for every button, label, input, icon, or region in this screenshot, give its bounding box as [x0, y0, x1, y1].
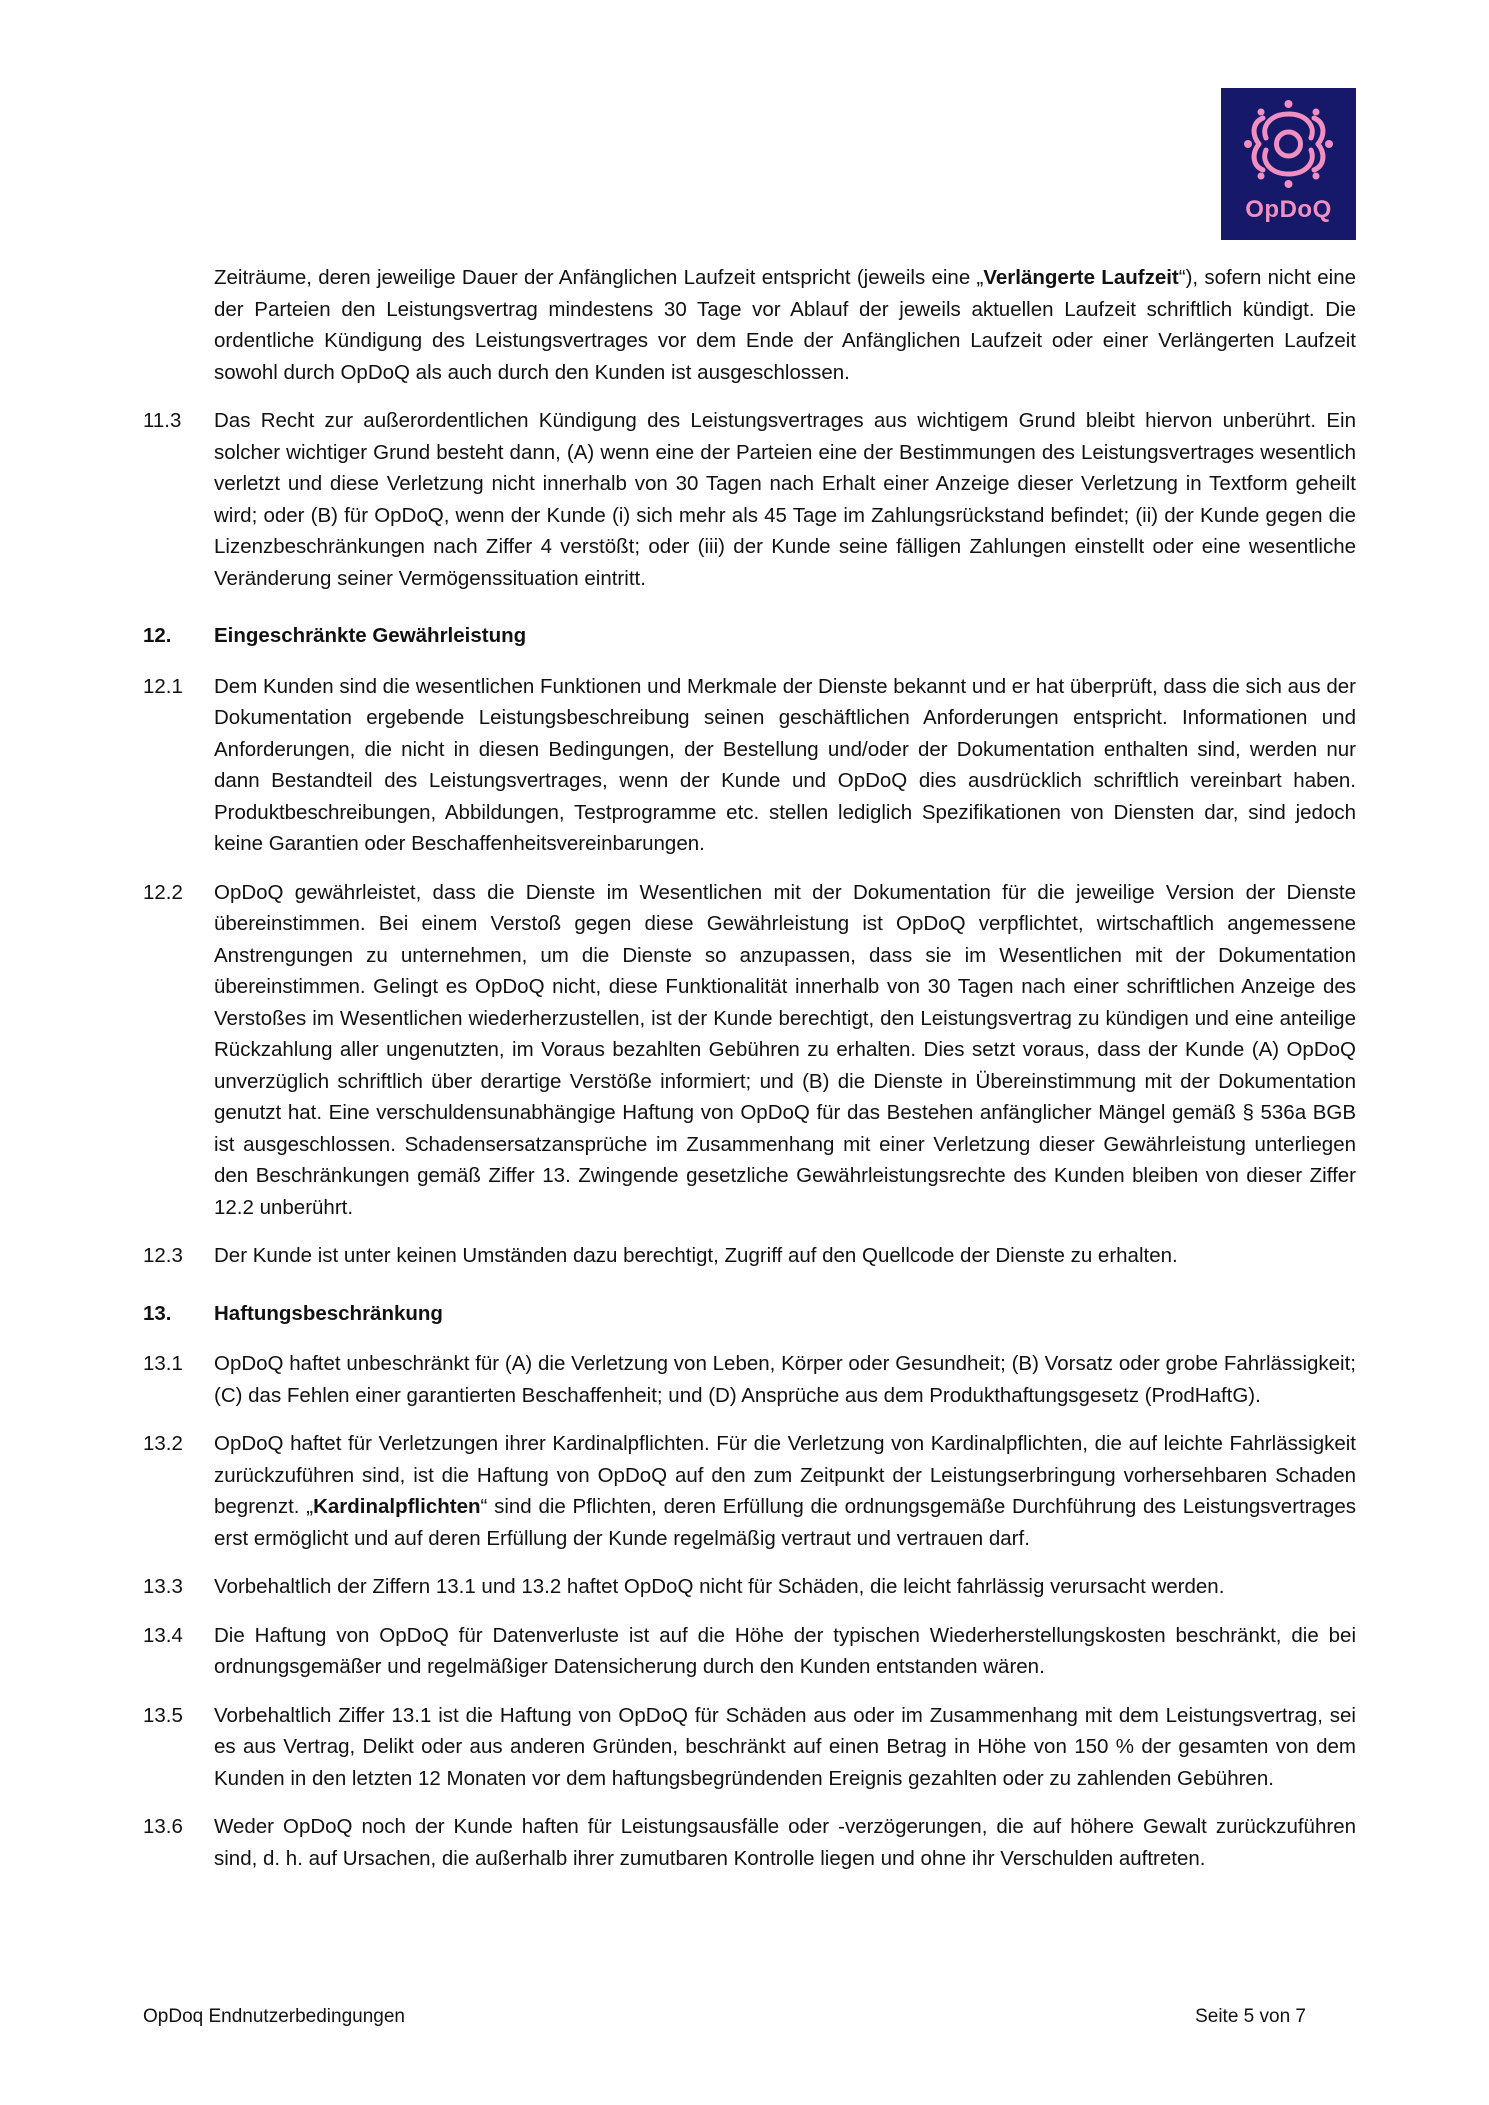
clause-text: Die Haftung von OpDoQ für Datenverluste ist auf die Höhe der typischen Wiederherstellungskosten beschränkt, die bei ordnungsgemäßer und regelmäßiger Datensicherung durch den Kunden entstanden wären. — [214, 1623, 1356, 1678]
clause-number: 11.3 — [143, 409, 182, 432]
intro-bold-term: Verlängerte Laufzeit — [983, 266, 1179, 289]
document-body — [143, 262, 1356, 1891]
clause-11-3 — [143, 405, 1356, 594]
clause-13-6 — [143, 1811, 1356, 1874]
clause-text: Vorbehaltlich Ziffer 13.1 ist die Haftung von OpDoQ für Schäden aus oder im Zusammenhang mit dem Leistungsvertrag, sei es aus Vertrag, Delikt oder aus anderen Gründen, beschränkt auf einen Betrag in Höhe von 150 % der gesamten von dem Kunden in den letzten 12 Monaten vor dem haftungsbegründenden Ereignis gezahlten oder zu zahlenden Gebühren. — [214, 1703, 1356, 1790]
clause-text: Dem Kunden sind die wesentlichen Funktionen und Merkmale der Dienste bekannt und er hat überprüft, dass die sich aus der Dokumentation ergebende Leistungsbeschreibung seinen geschäftlichen Anforderungen entspricht. Informationen und Anforderungen, die nicht in diesen Bedingungen, der Bestellung und/oder der Dokumentation enthalten sind, werden nur dann Bestandteil des Leistungsvertrages, wenn der Kunde und OpDoQ dies ausdrücklich schriftlich vereinbart haben. Produktbeschreibungen, Abbildungen, Testprogramme etc. stellen lediglich Spezifikationen von Diensten dar, sind jedoch keine Garantien oder Beschaffenheitsvereinbarungen. — [214, 674, 1356, 855]
clause-text: OpDoQ gewährleistet, dass die Dienste im Wesentlichen mit der Dokumentation für die jeweilige Version der Dienste übereinstimmen. Bei einem Verstoß gegen diese Gewährleistung ist OpDoQ verpflichtet, wirtschaftlich angemessene Anstrengungen zu unternehmen, um die Dienste so anzupassen, dass sie im Wesentlichen mit der Dokumentation übereinstimmen. Gelingt es OpDoQ nicht, diese Funktionalität innerhalb von 30 Tagen nach einer schriftlichen Anzeige des Verstoßes im Wesentlichen wiederherzustellen, ist der Kunde berechtigt, den Leistungsvertrag zu kündigen und eine anteilige Rückzahlung aller ungenutzten, im Voraus bezahlten Gebühren zu erhalten. Dies setzt voraus, dass der Kunde (A) OpDoQ unverzüglich schriftlich über derartige Verstöße informiert; und (B) die Dienste in Übereinstimmung mit der Dokumentation genutzt hat. Eine verschuldensunabhängige Haftung von OpDoQ für das Bestehen anfänglicher Mängel gemäß § 536a BGB ist ausgeschlossen. Schadensersatzansprüche im Zusammenhang mit einer Verletzung dieser Gewährleistung unterliegen den Beschränkungen gemäß Ziffer 13. Zwingende gesetzliche Gewährleistungsrechte des Kunden bleiben von dieser Ziffer 12.2 unberührt. — [214, 880, 1356, 1219]
clause-13-5 — [143, 1700, 1356, 1795]
section-title: Eingeschränkte Gewährleistung — [214, 624, 527, 647]
footer-page-number: Seite 5 von 7 — [1195, 2006, 1306, 2027]
page-footer — [143, 2006, 1306, 2028]
section-title: Haftungsbeschränkung — [214, 1301, 443, 1325]
section-number: 13. — [143, 1301, 172, 1325]
clause-text: Das Recht zur außerordentlichen Kündigung des Leistungsvertrages aus wichtigem Grund bleibt hiervon unberührt. Ein solcher wichtiger Grund besteht dann, (A) wenn eine der Parteien eine der Bestimmungen des Leistungsvertrages wesentlich verletzt und diese Verletzung nicht innerhalb von 30 Tagen nach Erhalt einer Anzeige dieser Verletzung in Textform geheilt wird; oder (B) für OpDoQ, wenn der Kunde (i) sich mehr als 45 Tage im Zahlungsrückstand befindet; (ii) der Kunde gegen die Lizenzbeschränkungen nach Ziffer 4 verstößt; oder (iii) der Kunde seine fälligen Zahlungen einstellt oder eine wesentliche Veränderung seiner Vermögenssituation eintritt. — [214, 409, 1356, 590]
clause-number: 13.2 — [143, 1432, 183, 1455]
section-13-heading — [143, 1298, 1356, 1330]
clause-number: 13.5 — [143, 1703, 183, 1727]
clause-text — [214, 1428, 1356, 1554]
clause-number: 13.4 — [143, 1623, 183, 1647]
clause-12-3 — [143, 1240, 1356, 1272]
clause-12-1 — [143, 671, 1356, 860]
logo-text: OpDoQ — [1245, 196, 1332, 223]
clause-13-1 — [143, 1348, 1356, 1411]
clause-number: 12.1 — [143, 674, 183, 698]
clause-number: 13.6 — [143, 1815, 183, 1838]
intro-text-end: “), sofern nicht eine der Parteien den Leistungsvertrag mindestens 30 Tage vor Ablauf der jeweils aktuellen Laufzeit schriftlich kündigt. Die ordentliche Kündigung des Leistungsvertrages vor dem Ende der Anfänglichen Laufzeit oder einer Verlängerten Laufzeit sowohl durch OpDoQ als auch durch den Kunden ist ausgeschlossen. — [214, 266, 1357, 384]
clause-text: Weder OpDoQ noch der Kunde haften für Leistungsausfälle oder -verzögerungen, die auf höhere Gewalt zurückzuführen sind, d. h. auf Ursachen, die außerhalb ihrer zumutbaren Kontrolle liegen und ohne ihr Verschulden auftreten. — [214, 1815, 1356, 1870]
clause-text-end: “ sind die Pflichten, deren Erfüllung die ordnungsgemäße Durchführung des Leistungsvertrages erst ermöglicht und auf deren Erfüllung der Kunde regelmäßig vertraut und vertrauen darf. — [214, 1495, 1356, 1550]
intro-paragraph — [143, 262, 1356, 388]
clause-13-2 — [143, 1428, 1356, 1554]
clause-number: 13.3 — [143, 1575, 183, 1598]
logo — [1221, 88, 1356, 240]
clause-number: 12.2 — [143, 880, 183, 904]
clause-bold-term: Kardinalpflichten — [313, 1495, 481, 1518]
clause-number: 12.3 — [143, 1244, 183, 1267]
clause-text: Vorbehaltlich der Ziffern 13.1 und 13.2 haftet OpDoQ nicht für Schäden, die leicht fahrlässig verursacht werden. — [214, 1575, 1225, 1598]
intro-text-start: Zeiträume, deren jeweilige Dauer der Anfänglichen Laufzeit entspricht (jeweils eine „ — [214, 266, 984, 289]
clause-13-3 — [143, 1571, 1356, 1603]
clause-number: 13.1 — [143, 1352, 183, 1375]
clause-13-4 — [143, 1620, 1356, 1683]
section-12-heading — [143, 620, 1356, 652]
clause-text: Der Kunde ist unter keinen Umständen dazu berechtigt, Zugriff auf den Quellcode der Dienste zu erhalten. — [214, 1244, 1178, 1267]
clause-text-start: OpDoQ haftet für Verletzungen ihrer Kardinalpflichten. Für die Verletzung von Kardinalpflichten, die auf leichte Fahrlässigkeit zurückzuführen sind, ist die Haftung von OpDoQ auf den zum Zeitpunkt der Leistungserbringung vorhersehbaren Schaden begrenzt. „ — [214, 1432, 1356, 1518]
logo-emblem-icon — [1221, 94, 1356, 194]
footer-document-title: OpDoq Endnutzerbedingungen — [143, 2006, 405, 2027]
section-number: 12. — [143, 624, 172, 647]
clause-12-2 — [143, 877, 1356, 1224]
clause-text: OpDoQ haftet unbeschränkt für (A) die Verletzung von Leben, Körper oder Gesundheit; (B) Vorsatz oder grobe Fahrlässigkeit; (C) das Fehlen einer garantierten Beschaffenheit; und (D) Ansprüche aus dem Produkthaftungsgesetz (ProdHaftG). — [214, 1352, 1356, 1407]
